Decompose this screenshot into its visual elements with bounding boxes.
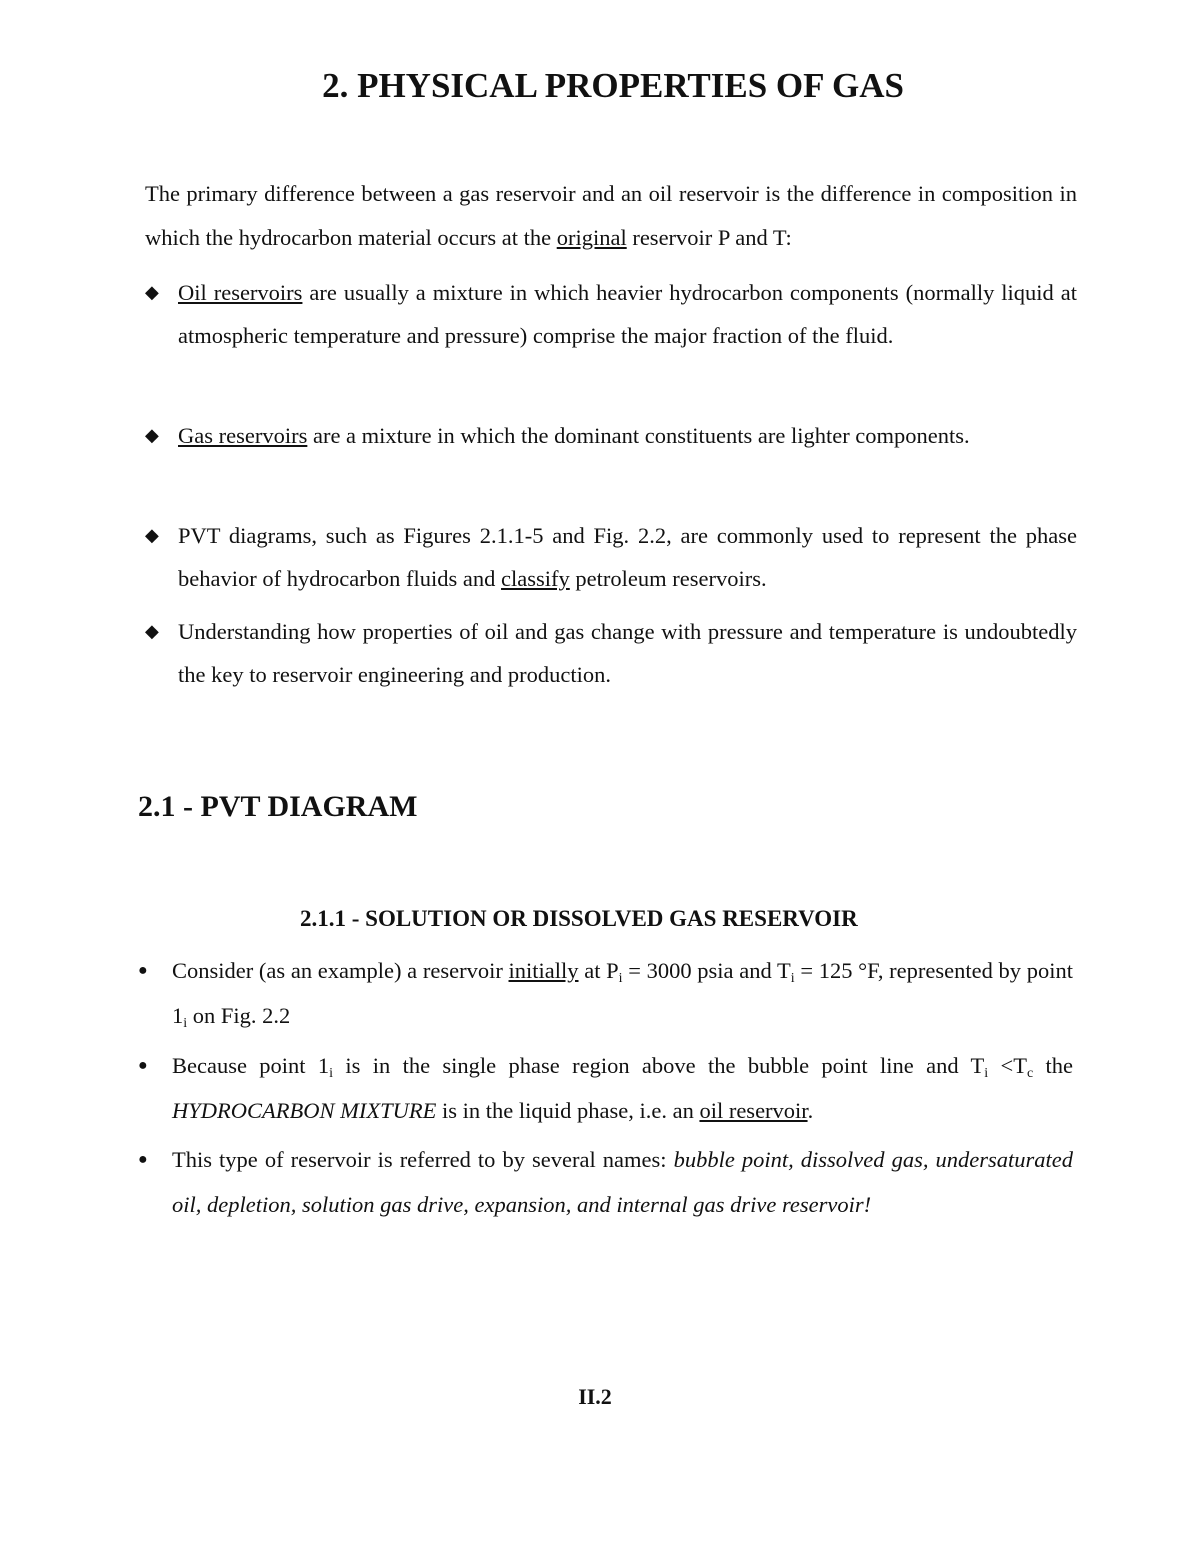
underlined-text: initially	[508, 958, 579, 983]
bullet-underlined: classify	[501, 566, 570, 591]
text: Because point 1	[172, 1053, 330, 1078]
diamond-bullet-icon: ◆	[145, 425, 159, 445]
bullet-body	[172, 1043, 1073, 1133]
bullet-text: are usually a mixture in which heavier hydrocarbon components (normally liquid at atmospheric temperature and pressure) comprise the major fraction of the fluid.	[178, 280, 1078, 348]
page-title: 2. PHYSICAL PROPERTIES OF GAS	[322, 66, 904, 105]
bullet-understanding	[145, 610, 1077, 696]
bullet-pvt-diagrams	[145, 514, 1077, 600]
diamond-bullet-icon: ◆	[145, 621, 159, 641]
subscript: i	[329, 1066, 334, 1081]
intro-text-1: The primary difference between a gas reservoir and an oil reservoir is the difference in composition in which the hydrocarbon material occurs at the	[145, 181, 1077, 250]
subscript: i	[183, 1016, 188, 1031]
italic-text: HYDROCARBON MIXTURE	[172, 1098, 437, 1123]
text: .	[807, 1098, 814, 1123]
dot-bullet-because	[138, 1043, 1073, 1133]
text: = 125 °F, represented by point 1	[172, 958, 1073, 1028]
text: is in the liquid phase, i.e. an	[436, 1098, 700, 1123]
intro-text-2: reservoir P and T:	[626, 225, 792, 250]
dot-bullet-icon: ●	[138, 1151, 148, 1168]
subscript: i	[984, 1066, 989, 1081]
text: <T	[988, 1053, 1027, 1078]
bullet-text-2: petroleum reservoirs.	[569, 566, 767, 591]
subsection-heading: 2.1.1 - SOLUTION OR DISSOLVED GAS RESERVOIR	[300, 906, 858, 931]
bullet-body	[178, 271, 1077, 357]
bullet-body	[178, 610, 1077, 696]
text: is in the single phase region above the bubble point line and T	[333, 1053, 985, 1078]
section-heading: 2.1 - PVT DIAGRAM	[138, 790, 418, 823]
bullet-term: Oil reservoirs	[178, 280, 303, 305]
text: Consider (as an example) a reservoir	[172, 958, 509, 983]
text: = 3000 psia and T	[622, 958, 791, 983]
bullet-text: are a mixture in which the dominant constituents are lighter components.	[307, 423, 970, 448]
intro-paragraph	[145, 172, 1077, 260]
text: on Fig. 2.2	[187, 1003, 291, 1028]
dot-bullet-icon: ●	[138, 1057, 148, 1074]
bullet-text-1: PVT diagrams, such as Figures 2.1.1-5 and Fig. 2.2, are commonly used to represent the phase behavior of hydrocarbon fluids and	[178, 523, 1077, 591]
bullet-oil-reservoirs	[145, 271, 1077, 357]
bullet-body	[172, 1137, 1073, 1227]
dot-bullet-type	[138, 1137, 1073, 1227]
intro-underlined: original	[556, 225, 627, 250]
bullet-text: Understanding how properties of oil and gas change with pressure and temperature is undoubtedly the key to reservoir engineering and production.	[178, 619, 1077, 687]
italic-text: bubble point, dissolved gas, undersaturated oil, depletion, solution gas drive, expansion, and internal gas drive reservoir!	[172, 1147, 1073, 1217]
subscript: i	[618, 971, 623, 986]
bullet-body	[178, 414, 1077, 457]
bullet-body	[172, 948, 1073, 1038]
subscript: i	[790, 971, 795, 986]
bullet-gas-reservoirs	[145, 414, 1077, 457]
text: This type of reservoir is referred to by several names:	[172, 1147, 674, 1172]
bullet-term: Gas reservoirs	[178, 423, 308, 448]
bullet-body	[178, 514, 1077, 600]
page-number: II.2	[578, 1384, 612, 1409]
dot-bullet-consider	[138, 948, 1073, 1038]
diamond-bullet-icon: ◆	[145, 525, 159, 545]
subscript: c	[1026, 1066, 1034, 1081]
text: at P	[578, 958, 619, 983]
text: the	[1033, 1053, 1073, 1078]
dot-bullet-icon: ●	[138, 962, 148, 979]
diamond-bullet-icon: ◆	[145, 282, 159, 302]
underlined-text: oil reservoir	[699, 1098, 808, 1123]
